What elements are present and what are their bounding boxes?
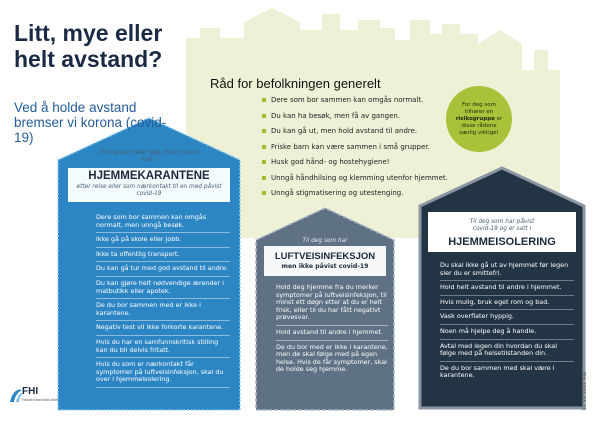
respiratory-subtitle: men ikke påvist covid-19 bbox=[281, 263, 369, 270]
square-bullet-icon bbox=[262, 145, 266, 149]
list-item: De du bor sammen med er ikke i karantene. bbox=[96, 302, 230, 321]
quarantine-list bbox=[96, 214, 230, 391]
fhi-logo-subtext: Folkehelseinstituttet bbox=[22, 398, 59, 402]
respiratory-intro: Til deg som har bbox=[302, 238, 348, 244]
list-item: Hold avstand til andre i hjemmet. bbox=[276, 329, 388, 341]
quarantine-title: HJEMMEKARANTENE bbox=[88, 170, 210, 182]
list-item: De du bor sammen med skal være i karantene. bbox=[440, 363, 555, 380]
list-item: Du kan gå ut, men hold avstand til andre. bbox=[262, 127, 472, 143]
list-item: Hvis mulig, bruk eget rom og bad. bbox=[440, 299, 574, 311]
square-bullet-icon bbox=[262, 129, 266, 133]
respiratory-list bbox=[276, 284, 388, 380]
respiratory-title-box bbox=[264, 251, 386, 270]
list-item: Ikke ta offentlig transport. bbox=[96, 251, 230, 263]
isolation-intro: Til deg som har påvist covid-19 og er satt i bbox=[469, 219, 535, 232]
list-item: Noen må hjelpe deg å handle. bbox=[440, 328, 574, 340]
list-item: Avtal med legen din hvordan du skal følge med på helsetilstanden din. bbox=[440, 343, 574, 362]
list-item: Hold deg hjemme fra du merker symptomer på luftveisinfeksjon, til minst ett døgn etter at du er helt frisk, eller til du har fått negativt prøvesvar. bbox=[276, 284, 388, 326]
square-bullet-icon bbox=[262, 191, 266, 195]
list-item: Hvis du har en samfunnskritisk stilling kan du bli delvis fritatt. bbox=[96, 339, 230, 358]
quarantine-subtitle: etter reise eller som nærkontakt til en med påvist covid-19 bbox=[76, 184, 222, 197]
square-bullet-icon bbox=[262, 176, 266, 180]
fhi-logo-text: FHI bbox=[22, 386, 39, 397]
page-headline: Litt, mye eller helt avstand? bbox=[14, 20, 163, 72]
list-item: Dere som bor sammen kan omgås normalt, men unngå besøk. bbox=[96, 214, 230, 233]
general-advice-list bbox=[262, 96, 472, 205]
list-item: Hvis du som er nærkontakt får symptomer på luftveisinfeksjon, skal du over i hjemmeisolering. bbox=[96, 361, 230, 388]
isolation-header bbox=[428, 219, 576, 248]
isolation-list bbox=[440, 262, 574, 386]
quarantine-header bbox=[68, 150, 230, 164]
list-item: Vask overflater hyppig. bbox=[440, 313, 574, 325]
list-item: Unngå stigmatisering og utestenging. bbox=[262, 189, 472, 205]
isolation-title: HJEMMEISOLERING bbox=[448, 236, 556, 248]
list-item: De du bor med er ikke i karantene, men de skal følge med på egen helse. Hvis de får symptomer, skal de holde seg hjemme. bbox=[276, 342, 388, 374]
risk-group-emphasis: risikogruppe bbox=[455, 115, 495, 122]
square-bullet-icon bbox=[262, 98, 266, 102]
quarantine-title-box bbox=[68, 170, 230, 198]
risk-group-badge: For deg som tilhører en risikogruppe er disse rådene særlig viktige! bbox=[446, 86, 512, 152]
list-item: Unngå håndhilsing og klemming utenfor hjemmet. bbox=[262, 174, 472, 190]
page-subheadline: Ved å holde avstand bremser vi korona (covid-19) bbox=[14, 100, 167, 145]
list-item: Du kan ha besøk, men få av gangen. bbox=[262, 112, 472, 128]
respiratory-header bbox=[264, 238, 386, 245]
square-bullet-icon bbox=[262, 114, 266, 118]
square-bullet-icon bbox=[262, 160, 266, 164]
list-item: Du skal ikke gå ut av hjemmet før legen sier du er smittefri. bbox=[440, 262, 574, 281]
list-item: Hold helt avstand til andre i hjemmet. bbox=[440, 284, 574, 296]
list-item: Du kan gå tur med god avstand til andre. bbox=[96, 265, 230, 277]
list-item: Ikke gå på skole eller jobb. bbox=[96, 236, 230, 248]
list-item: Friske barn kan være sammen i små grupper. bbox=[262, 143, 472, 159]
list-item: Dere som bor sammen kan omgås normalt. bbox=[262, 96, 472, 112]
list-item: Husk god hånd- og hostehygiene! bbox=[262, 158, 472, 174]
quarantine-intro: Til deg som føler deg frisk, men er satt i bbox=[99, 150, 199, 163]
list-item: Du kan gjøre helt nødvendige ærender i matbutikk eller apotek. bbox=[96, 280, 230, 299]
document-code: FHI 2020.03.23 bbox=[580, 372, 586, 411]
respiratory-title: LUFTVEISINFEKSJON bbox=[274, 251, 376, 262]
list-item: Negativ test vil ikke forkorte karantene. bbox=[96, 324, 230, 336]
general-advice-title: Råd for befolkningen generelt bbox=[210, 76, 381, 91]
